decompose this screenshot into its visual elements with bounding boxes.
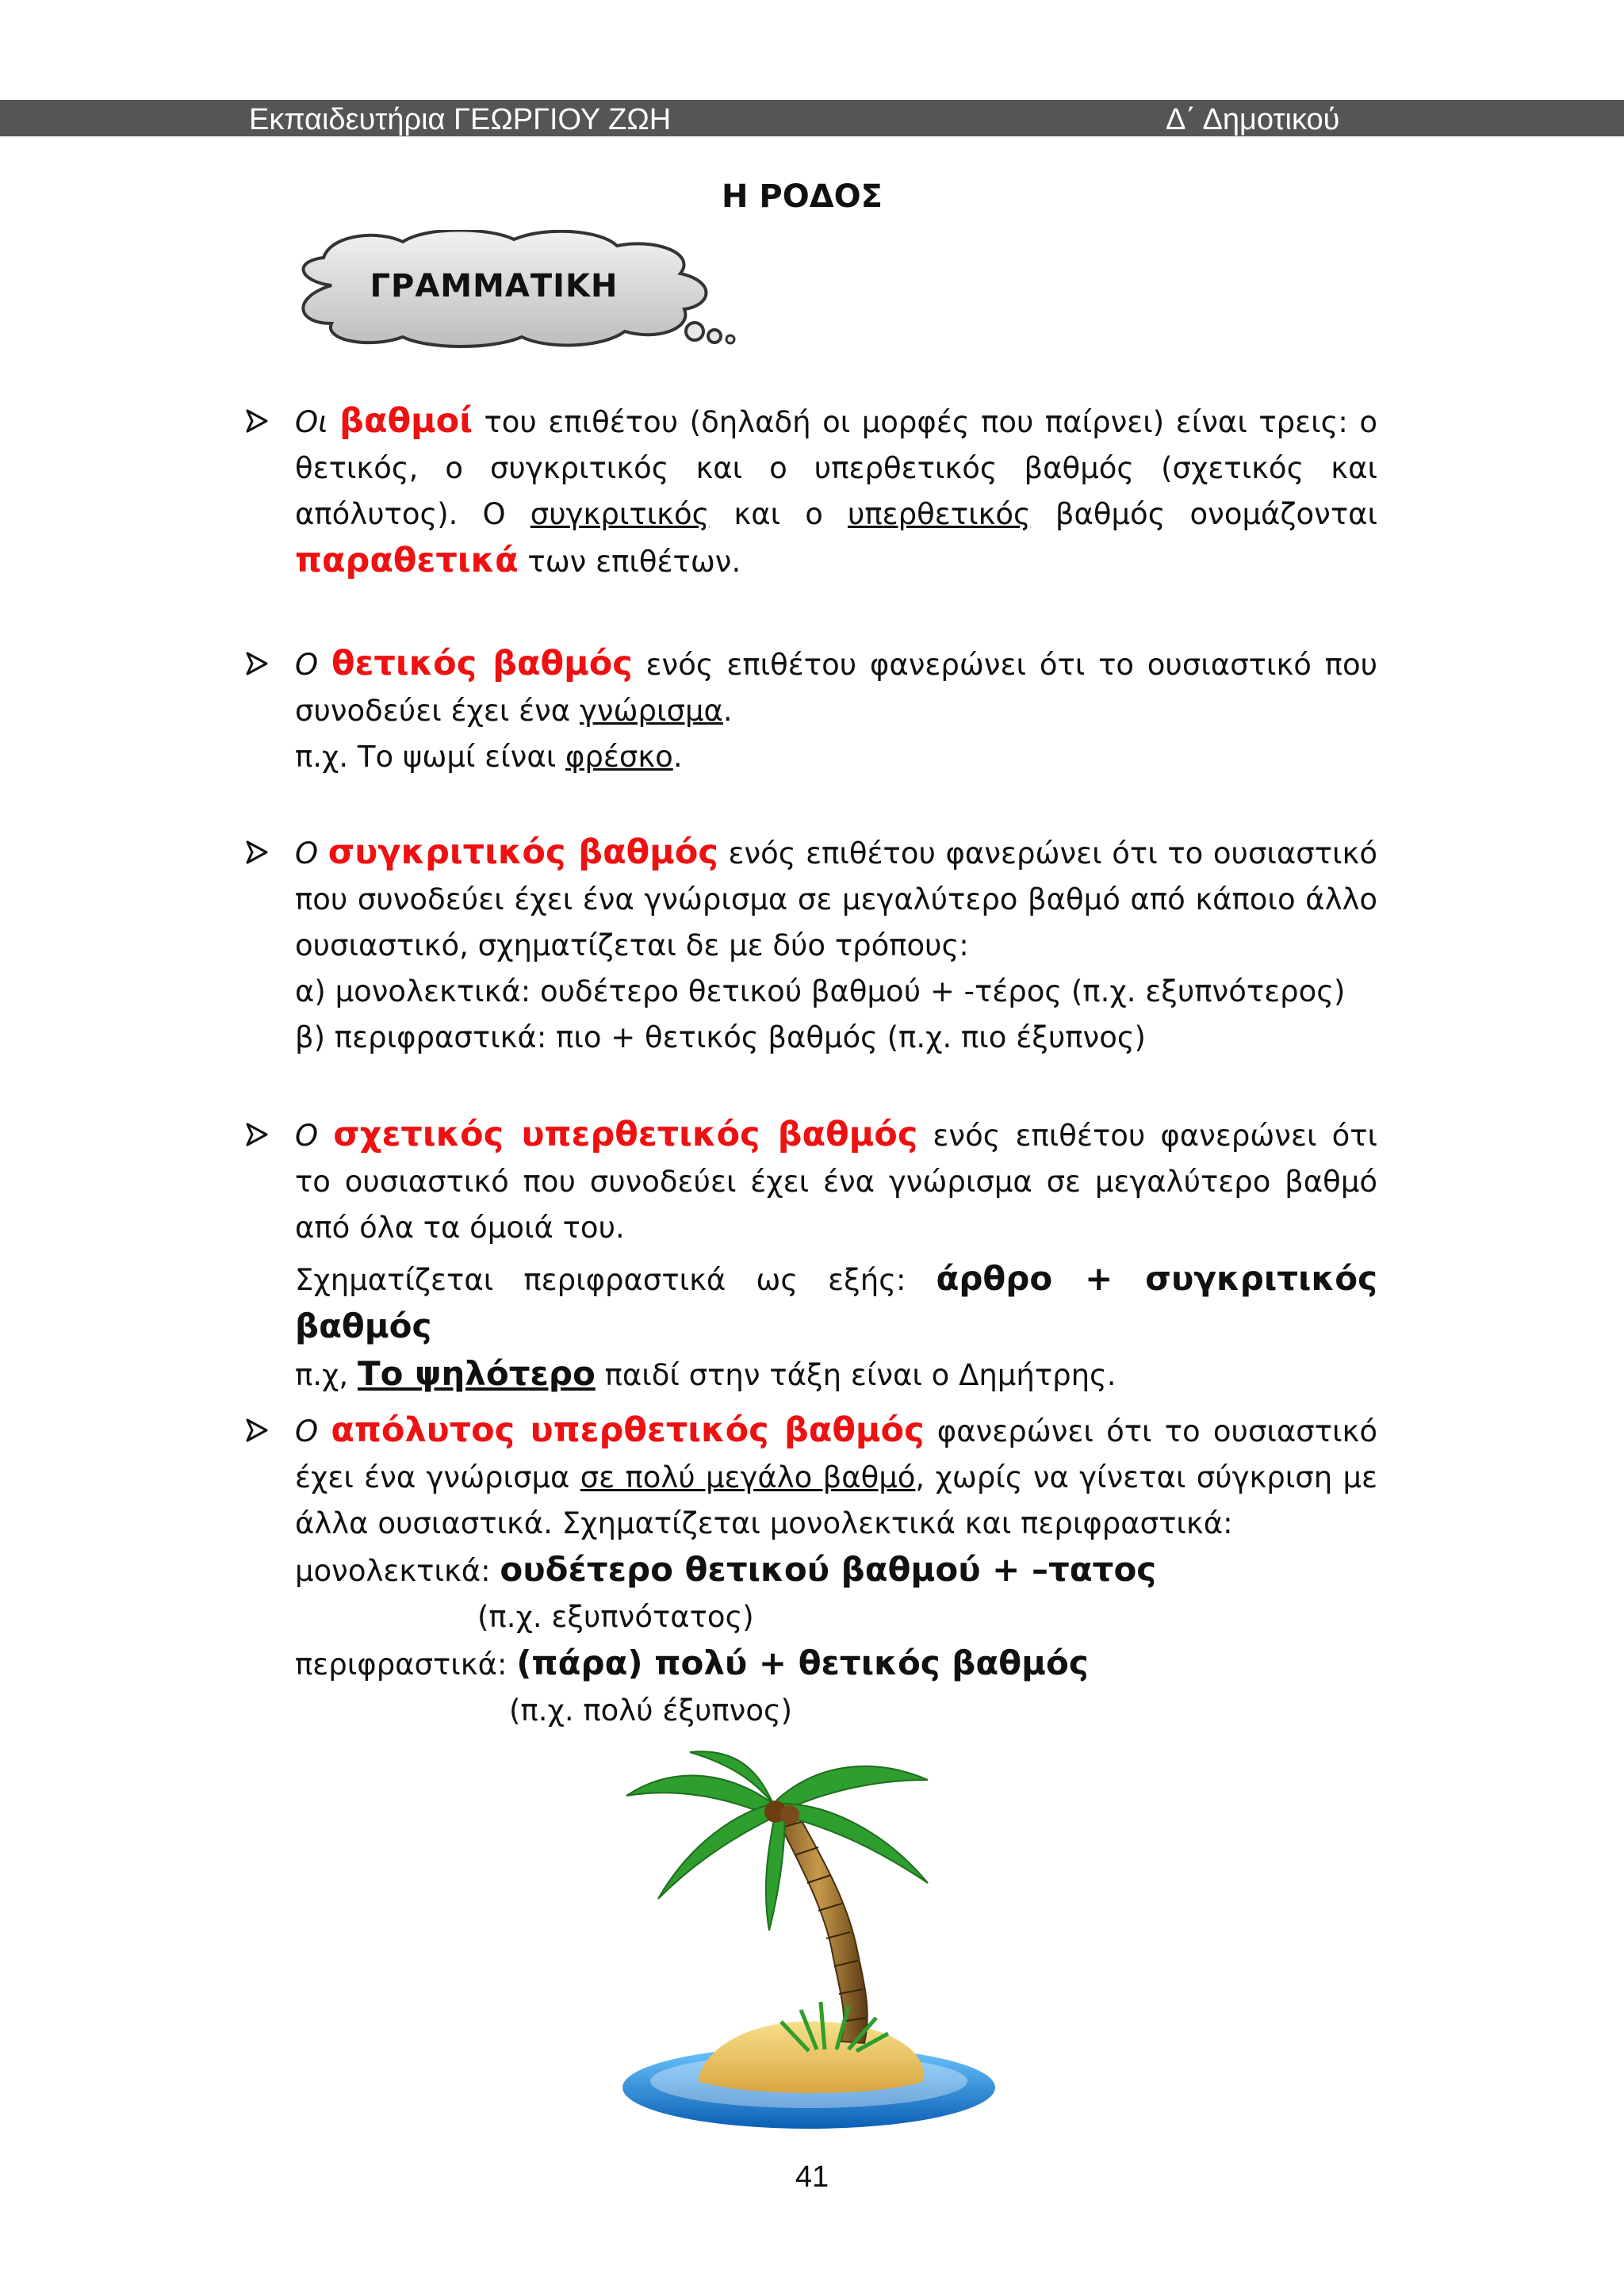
page-title: [0, 178, 1624, 215]
periphrastic-line: περιφραστικά: (πάρα) πολύ + θετικός βαθμός: [295, 1644, 1089, 1682]
bullet-text: Ο θετικός βαθμός ενός επιθέτου φανερώνει ότι το ουσιαστικό που συνοδεύει έχει ένα γνώρισμα.: [295, 644, 1378, 728]
page-title-text: Η ΡΟΔΟΣ: [721, 178, 883, 215]
periphrastic-example: (π.χ. πολύ έξυπνος): [509, 1693, 793, 1728]
term-highlight: παραθετικά: [295, 541, 519, 580]
method-a: α) μονολεκτικά: ουδέτερο θετικού βαθμού + -τέρος (π.χ. εξυπνότερος): [295, 974, 1346, 1008]
cloud-label: ΓΡΑΜΜΑΤΙΚΗ: [370, 268, 619, 304]
example-line: π.χ, Το ψηλότερο παιδί στην τάξη είναι ο Δημήτρης.: [295, 1354, 1116, 1393]
palm-island-illustration: [611, 1748, 1007, 2137]
formation-line: Σχηματίζεται περιφραστικά ως εξής: άρθρο + συγκριτικός βαθμός: [295, 1259, 1377, 1345]
header-bar: [0, 100, 1624, 136]
bullet-absolute-superlative: [295, 1407, 1377, 1734]
monolectic-line: μονολεκτικά: ουδέτερο θετικού βαθμού + –τατος: [295, 1550, 1157, 1589]
bullet-comparative: [295, 829, 1377, 1061]
term-highlight: βαθμοί: [339, 401, 473, 441]
bullet-degrees: [295, 398, 1377, 585]
arrow-bullet-icon: [241, 829, 273, 875]
term-highlight: σχετικός υπερθετικός βαθμός: [333, 1115, 918, 1154]
bullet-relative-superlative: [295, 1112, 1377, 1399]
bullet-positive: [295, 641, 1377, 780]
header-grade: Δ΄ Δημοτικού: [1166, 103, 1340, 136]
term-highlight: συγκριτικός βαθμός: [327, 832, 718, 872]
arrow-bullet-icon: [241, 398, 273, 444]
method-b: β) περιφραστικά: πιο + θετικός βαθμός (π.χ. πιο έξυπνος): [295, 1020, 1146, 1054]
bullet-text: Ο σχετικός υπερθετικός βαθμός ενός επιθέτου φανερώνει ότι το ουσιαστικό που συνοδεύει έχει ένα γνώρισμα σε μεγαλύτερο βαθμό από όλα τα όμοιά του.: [295, 1115, 1377, 1245]
bullet-text: Ο απόλυτος υπερθετικός βαθμός φανερώνει ότι το ουσιαστικό έχει ένα γνώρισμα σε πολύ μεγάλο βαθμό, χωρίς να γίνεται σύγκριση με άλλα ουσιαστικά. Σχηματίζεται μονολεκτικά και περιφραστικά:: [295, 1410, 1377, 1540]
monolectic-example: (π.χ. εξυπνότατος): [477, 1600, 754, 1634]
page-number: 41: [795, 2160, 829, 2194]
term-highlight: θετικός βαθμός: [331, 644, 633, 683]
term-highlight: απόλυτος υπερθετικός βαθμός: [331, 1410, 925, 1450]
header-school: Εκπαιδευτήρια ΓΕΩΡΓΙΟΥ ΖΩΗ: [249, 103, 672, 136]
bullet-text: Οι βαθμοί του επιθέτου (δηλαδή οι μορφές που παίρνει) είναι τρεις: ο θετικός, ο συγκριτικός και ο υπερθετικός βαθμός (σχετικός και απόλυτος). Ο συγκριτικός και ο υπερθετικός βαθμός ονομάζονται παραθετικά των επιθέτων.: [295, 401, 1378, 580]
bullet-text: Ο συγκριτικός βαθμός ενός επιθέτου φανερώνει ότι το ουσιαστικό που συνοδεύει έχει ένα γνώρισμα σε μεγαλύτερο βαθμό από κάποιο άλλο ουσιαστικό, σχηματίζεται δε με δύο τρόπους:: [295, 832, 1377, 962]
arrow-bullet-icon: [241, 1112, 273, 1158]
arrow-bullet-icon: [241, 1407, 273, 1453]
example-line: π.χ. Το ψωμί είναι φρέσκο.: [295, 740, 683, 774]
arrow-bullet-icon: [241, 641, 273, 687]
